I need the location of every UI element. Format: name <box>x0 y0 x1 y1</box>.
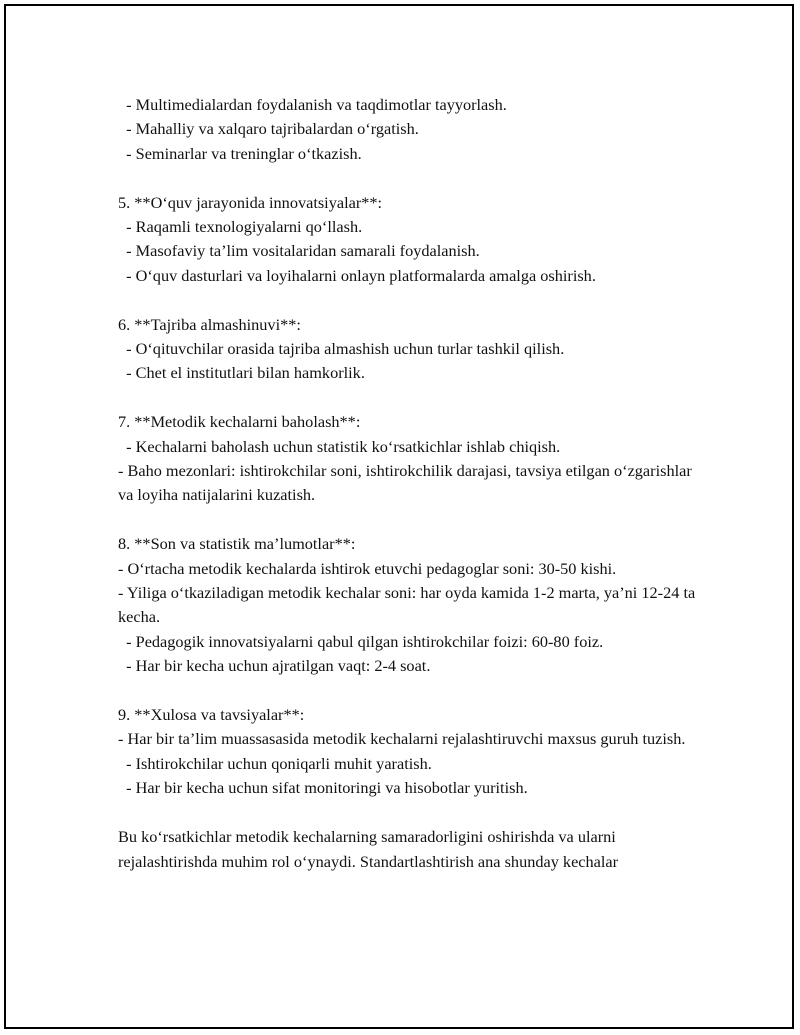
closing-paragraph: Bu ko‘rsatkichlar metodik kechalarning samaradorligini oshirishda va ularni rejalashtirishda muhim rol o‘ynaydi. Standartlashtirish ana shunday kechalar <box>118 827 619 871</box>
list-item: - Har bir kecha uchun sifat monitoringi va hisobotlar yuritish. <box>118 778 528 798</box>
section-heading: 5. **O‘quv jarayonida innovatsiyalar**: <box>118 192 383 212</box>
spacer <box>118 508 698 532</box>
spacer <box>118 288 698 312</box>
list-item: - Mahalliy va xalqaro tajribalardan o‘rgatish. <box>118 119 419 139</box>
list-item: - O‘rtacha metodik kechalarda ishtirok etuvchi pedagoglar soni: 30-50 kishi. <box>118 558 617 578</box>
list-item: - Masofaviy ta’lim vositalaridan samarali foydalanish. <box>118 241 480 261</box>
list-item: - Pedagogik innovatsiyalarni qabul qilgan ishtirokchilar foizi: 60-80 foiz. <box>118 631 604 651</box>
list-item: - Seminarlar va treninglar o‘tkazish. <box>118 143 362 163</box>
section-heading: 8. **Son va statistik ma’lumotlar**: <box>118 534 356 554</box>
list-item: - Chet el institutlari bilan hamkorlik. <box>118 363 365 383</box>
list-item: - Har bir ta’lim muassasasida metodik kechalarni rejalashtiruvchi maxsus guruh tuzish. <box>118 729 686 749</box>
spacer <box>118 386 698 410</box>
spacer <box>118 679 698 703</box>
list-item: - Har bir kecha uchun ajratilgan vaqt: 2-4 soat. <box>118 656 431 676</box>
section-heading: 6. **Tajriba almashinuvi**: <box>118 314 301 334</box>
list-item: - Multimedialardan foydalanish va taqdimotlar tayyorlash. <box>118 95 507 114</box>
spacer <box>118 166 698 190</box>
list-item: - Ishtirokchilar uchun qoniqarli muhit yaratish. <box>118 753 432 773</box>
document-body <box>118 93 698 874</box>
spacer <box>118 801 698 825</box>
list-item: - Baho mezonlari: ishtirokchilar soni, ishtirokchilik darajasi, tavsiya etilgan o‘zgarishlar va loyiha natijalarini kuzatish. <box>118 461 692 505</box>
section-heading: 9. **Xulosa va tavsiyalar**: <box>118 705 305 725</box>
section-heading: 7. **Metodik kechalarni baholash**: <box>118 412 361 432</box>
list-item: - O‘qituvchilar orasida tajriba almashish uchun turlar tashkil qilish. <box>118 339 565 359</box>
list-item: - Raqamli texnologiyalarni qo‘llash. <box>118 217 363 237</box>
list-item: - Yiliga o‘tkaziladigan metodik kechalar soni: har oyda kamida 1-2 marta, ya’ni 12-24 ta kecha. <box>118 583 696 627</box>
list-item: - O‘quv dasturlari va loyihalarni onlayn platformalarda amalga oshirish. <box>118 265 596 285</box>
list-item: - Kechalarni baholash uchun statistik ko‘rsatkichlar ishlab chiqish. <box>118 436 561 456</box>
